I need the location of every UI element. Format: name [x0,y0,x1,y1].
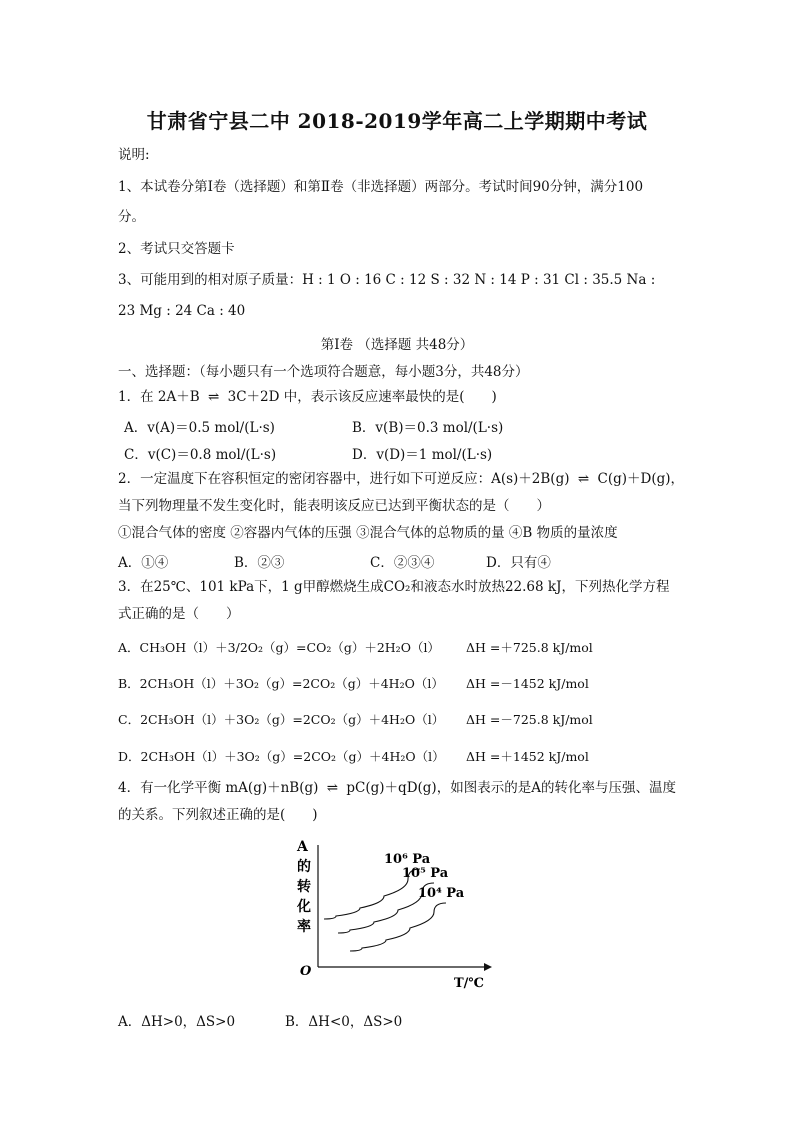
origin-label: O [300,964,312,979]
q1-option-c: C．v(C)＝0.8 mol/(L·s) [124,447,277,463]
conversion-chart [290,835,500,995]
q3-option-c: C．2CH₃OH（l）＋3O₂（g）=2CO₂（g）＋4H₂O（l） [118,712,445,727]
q1-option-b: B．v(B)＝0.3 mol/(L·s) [352,420,504,436]
q3-stem-1: 3．在25℃、101 kPa下，1 g甲醇燃烧生成CO₂和液态水时放热22.68 kJ，下列热化学方程 [118,579,670,595]
y-axis-label-char: A [297,839,308,855]
q4-stem-a: 4．有一化学平衡 mA(g)＋nB(g) [118,780,319,796]
q4-stem-b: pC(g)＋qD(g)，如图表示的是A的转化率与压强、温度 [346,780,676,796]
y-axis-label [296,839,311,935]
q2-option-a: A．①④ [118,555,169,571]
note-2: 2、考试只交答题卡 [118,241,235,257]
equilibrium-arrow-icon: ⇌ [577,471,590,487]
q2-stem-a: 2．一定温度下在容积恒定的密闭容器中，进行如下可逆反应：A(s)＋2B(g) [118,471,570,487]
q4-option-b: B．ΔH<0，ΔS>0 [285,1014,403,1030]
y-axis-label-char: 转 [297,879,311,895]
intro-heading: 说明: [118,147,150,163]
series-label: 10⁵ Pa [402,866,449,881]
q2-option-b: B．②③ [234,555,285,571]
q2-option-c: C．②③④ [370,555,435,571]
note-3b: 23 Mg : 24 Ca : 40 [118,303,246,319]
note-1b: 分。 [118,209,145,225]
q3-option-b-dh: ΔH =－1452 kJ/mol [466,676,589,691]
section-title: 第Ⅰ卷 （选择题 共48分） [320,337,474,353]
q3-option-b: B．2CH₃OH（l）＋3O₂（g）=2CO₂（g）＋4H₂O（l） [118,676,444,691]
equilibrium-arrow-icon: ⇌ [207,389,220,405]
q1-stem [118,388,497,406]
q3-option-d-dh: ΔH =＋1452 kJ/mol [466,749,589,764]
q4-option-a: A．ΔH>0，ΔS>0 [118,1014,236,1030]
q1-stem-a: 1．在 2A＋B [118,389,200,405]
y-axis-label-char: 的 [297,859,311,875]
q3-stem-2: 式正确的是（ ） [118,606,240,622]
equilibrium-arrow-icon: ⇌ [326,780,339,796]
note-3a: 3、可能用到的相对原子质量：H : 1 O : 16 C : 12 S : 32 N : 14 P : 31 Cl : 35.5 Na : [118,272,656,288]
q2-items: ①混合气体的密度 ②容器内气体的压强 ③混合气体的总物质的量 ④B 物质的量浓度 [118,525,618,541]
q2-option-d: D．只有④ [486,555,551,571]
page-title: 甘肃省宁县二中 2018-2019学年高二上学期期中考试 [146,109,648,133]
q1-option-d: D．v(D)＝1 mol/(L·s) [352,447,493,463]
q3-option-a: A．CH₃OH（l）＋3/2O₂（g）=CO₂（g）＋2H₂O（l） [118,640,440,655]
q3-option-a-dh: ΔH =＋725.8 kJ/mol [466,640,593,655]
y-axis-label-char: 率 [297,919,311,935]
y-axis-label-char: 化 [297,899,311,915]
q2-stem-b: C(g)＋D(g)， [597,471,685,487]
q3-option-d: D．2CH₃OH（l）＋3O₂（g）=2CO₂（g）＋4H₂O（l） [118,749,445,764]
q4-stem [118,779,676,797]
q3-option-c-dh: ΔH =－725.8 kJ/mol [466,712,593,727]
q2-stem-2: 当下列物理量不发生变化时，能表明该反应已达到平衡状态的是（ ） [118,498,550,514]
x-axis-arrow-icon [484,963,492,971]
q4-stem-2: 的关系。下列叙述正确的是( ) [118,807,318,823]
series-label: 10⁶ Pa [384,852,431,867]
x-axis-label: T/℃ [454,976,484,991]
section-instructions: 一、选择题：（每小题只有一个选项符合题意，每小题3分，共48分） [118,364,529,380]
q2-stem [118,470,684,488]
q1-option-a: A．v(A)＝0.5 mol/(L·s) [124,420,275,436]
series-label: 10⁴ Pa [418,886,465,901]
note-1a: 1、本试卷分第Ⅰ卷（选择题）和第Ⅱ卷（非选择题）两部分。考试时间90分钟，满分100 [118,179,644,195]
q1-stem-b: 3C＋2D 中，表示该反应速率最快的是( ) [227,389,497,405]
